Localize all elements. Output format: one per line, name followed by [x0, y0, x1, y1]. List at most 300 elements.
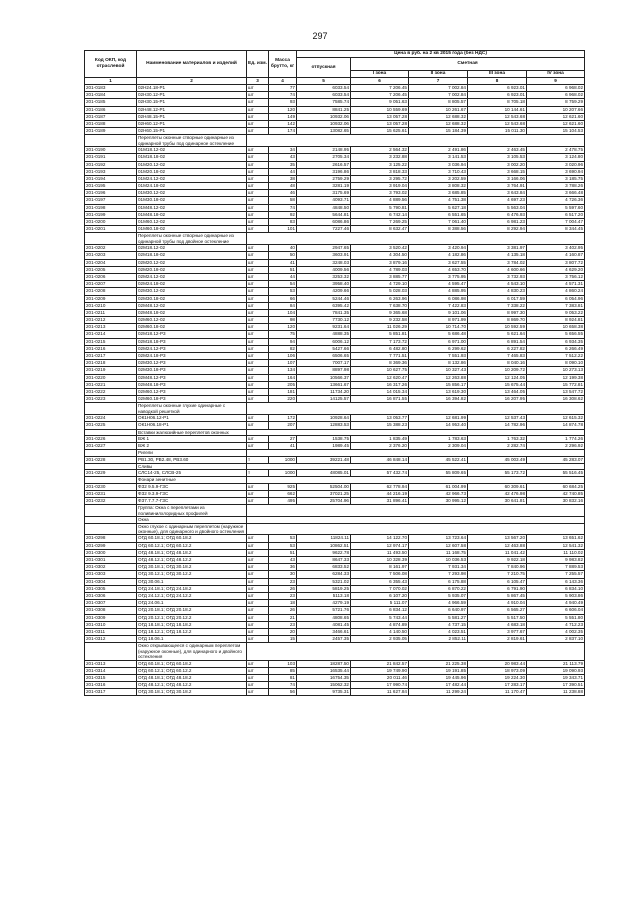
mass-cell: 43 — [269, 154, 297, 161]
price-zone2-cell: 7 422.83 — [409, 302, 468, 309]
mass-cell: 53 — [269, 542, 297, 549]
mass-cell: 74 — [269, 92, 297, 99]
mass-cell: 53 — [269, 288, 297, 295]
price-zone1-cell: 6 355.43 — [351, 578, 409, 585]
price-zone4-cell: 3 788.26 — [527, 183, 585, 190]
code-cell: 201-0183 — [85, 85, 137, 92]
unit-cell: шт — [247, 345, 269, 352]
price-zone2-cell: 61 004.99 — [409, 483, 468, 490]
price-zone1-cell: 2 376.20 — [351, 443, 409, 450]
price-zone4-cell: 11 238.88 — [527, 689, 585, 696]
name-cell: ОГД 24.06.1 — [137, 600, 247, 607]
name-cell: 02Н48.12-Р1 — [137, 106, 247, 113]
table-row — [85, 161, 585, 168]
price-zone1-cell: 7 070.02 — [351, 585, 409, 592]
price-zone4-cell: 4 712.23 — [527, 621, 585, 628]
price-zone2-cell: 7 002.84 — [409, 92, 468, 99]
code-cell: 201-0232 — [85, 498, 137, 505]
unit-cell: шт — [247, 252, 269, 259]
price-zone3-cell: 6 981.23 — [468, 219, 527, 226]
price-zone3-cell: 60 309.61 — [468, 483, 527, 490]
unit-cell: шт — [247, 542, 269, 549]
mass-cell: 54 — [269, 281, 297, 288]
table-row — [85, 259, 585, 266]
price-zone3-cell: 8 040.16 — [468, 360, 527, 367]
price-zone3-cell: 6 565.27 — [468, 607, 527, 614]
code-cell: 201-0191 — [85, 154, 137, 161]
price-release-cell: 2759.29 — [297, 175, 351, 182]
name-cell: 01М18.18-02 — [137, 154, 247, 161]
unit-cell: шт — [247, 309, 269, 316]
price-zone2-cell: 12 688.32 — [409, 120, 468, 127]
unit-cell: шт — [247, 338, 269, 345]
price-release-cell: 7585.74 — [297, 99, 351, 106]
price-zone4-cell: 10 658.38 — [527, 324, 585, 331]
mass-cell: 51 — [269, 549, 297, 556]
header-unit: Ед. изм. — [247, 51, 269, 78]
price-zone2-cell: 3 036.94 — [409, 161, 468, 168]
name-cell: ОГД 20.18.1; ОГД 20.18.2 — [137, 607, 247, 614]
price-release-cell: 9622.78 — [297, 549, 351, 556]
name-cell: 02М48.12-Р3 — [137, 374, 247, 381]
unit-cell: шт — [247, 302, 269, 309]
price-zone4-cell: 5 656.55 — [527, 331, 585, 338]
price-zone4-cell: 6 934.35 — [527, 338, 585, 345]
unit-cell: шт — [247, 161, 269, 168]
section-title: Фонари зенитные — [137, 477, 247, 483]
price-zone4-cell: 6 968.02 — [527, 85, 585, 92]
price-zone4-cell: 60 684.25 — [527, 483, 585, 490]
price-zone3-cell: 6 923.01 — [468, 92, 527, 99]
price-zone4-cell: 3 185.75 — [527, 175, 585, 182]
name-cell: ОГД 20.12.1; ОГД 20.12.2 — [137, 614, 247, 621]
table-row — [85, 106, 585, 113]
unit-cell: шт — [247, 288, 269, 295]
price-zone4-cell: 6 968.02 — [527, 92, 585, 99]
price-zone2-cell: 10 327.43 — [409, 367, 468, 374]
column-index: 1 — [85, 78, 137, 85]
unit-cell: шт — [247, 183, 269, 190]
table-row — [85, 483, 585, 490]
price-zone2-cell: 8 971.99 — [409, 317, 468, 324]
price-release-cell: 4279.19 — [297, 600, 351, 607]
price-zone1-cell: 3 125.22 — [351, 161, 409, 168]
price-release-cell: 4808.65 — [297, 614, 351, 621]
price-zone3-cell: 12 543.68 — [468, 113, 527, 120]
unit-cell: шт — [247, 607, 269, 614]
price-zone3-cell: 8 292.94 — [468, 226, 527, 233]
table-row — [85, 628, 585, 635]
table-row — [85, 338, 585, 345]
unit-cell: шт — [247, 245, 269, 252]
price-zone4-cell: 10 207.66 — [527, 106, 585, 113]
price-release-cell: 5819.25 — [297, 585, 351, 592]
table-row — [85, 388, 585, 395]
price-zone4-cell: 15 104.53 — [527, 128, 585, 135]
unit-cell: шт — [247, 360, 269, 367]
price-zone3-cell: 3 764.91 — [468, 183, 527, 190]
price-zone1-cell: 4 729.10 — [351, 281, 409, 288]
unit-cell: шт — [247, 211, 269, 218]
code-cell: 201-0199 — [85, 211, 137, 218]
price-zone1-cell: 9 365.68 — [351, 309, 409, 316]
mass-cell: 174 — [269, 128, 297, 135]
name-cell: ОГД 48.18.1; ОГД 48.18.2 — [137, 674, 247, 681]
price-zone1-cell: 5 111.07 — [351, 600, 409, 607]
unit-cell: шт — [247, 443, 269, 450]
header-code: Код ОКП, код отраслевой — [85, 51, 137, 78]
table-row — [85, 415, 585, 422]
header-zone-3: III зона — [468, 71, 527, 78]
unit-cell: шт — [247, 106, 269, 113]
name-cell: 02М48.18-02 — [137, 309, 247, 316]
price-release-cell: 10932.06 — [297, 113, 351, 120]
name-cell: 02Н48.15-Р1 — [137, 113, 247, 120]
price-release-cell: 14125.57 — [297, 396, 351, 403]
code-cell: 201-0209 — [85, 295, 137, 302]
price-release-cell: 39221.48 — [297, 456, 351, 463]
price-zone2-cell: 5 627.18 — [409, 204, 468, 211]
table-row — [85, 381, 585, 388]
table-row — [85, 168, 585, 175]
table-row — [85, 422, 585, 429]
code-cell: 201-0309 — [85, 614, 137, 621]
price-zone2-cell: 3 710.43 — [409, 168, 468, 175]
price-table — [84, 50, 585, 696]
code-cell: 201-0186 — [85, 106, 137, 113]
price-zone3-cell: 4 135.18 — [468, 252, 527, 259]
name-cell: 02М24.12-Р3 — [137, 345, 247, 352]
price-zone3-cell: 18 973.09 — [468, 667, 527, 674]
mass-cell: 66 — [269, 295, 297, 302]
name-cell: РВ1.30, РВ2.48, РВ3.60 — [137, 456, 247, 463]
price-zone2-cell: 3 141.53 — [409, 154, 468, 161]
code-cell: 201-0185 — [85, 99, 137, 106]
price-zone2-cell: 4 737.15 — [409, 621, 468, 628]
header-name: Наименование материалов и изделий — [137, 51, 247, 78]
price-zone4-cell: 6 606.04 — [527, 607, 585, 614]
price-zone2-cell: 12 607.58 — [409, 542, 468, 549]
price-release-cell: 3248.03 — [297, 259, 351, 266]
header-price-group: Цена в руб. на 2 кв 2015 года (без НДС) — [297, 51, 585, 58]
table-row — [85, 288, 585, 295]
price-zone1-cell: 21 842.57 — [351, 660, 409, 667]
price-zone2-cell: 8 388.56 — [409, 226, 468, 233]
name-cell: ОГД 60.12.1; ОГД 60.12.2 — [137, 542, 247, 549]
mass-cell: 26 — [269, 585, 297, 592]
price-zone1-cell: 5 851.81 — [351, 331, 409, 338]
price-zone4-cell: 8 759.29 — [527, 99, 585, 106]
code-cell: 201-0314 — [85, 667, 137, 674]
price-zone3-cell: 12 124.05 — [468, 374, 527, 381]
code-cell: 201-0303 — [85, 571, 137, 578]
price-release-cell: 6033.54 — [297, 92, 351, 99]
unit-cell: шт — [247, 317, 269, 324]
code-cell: 201-0208 — [85, 288, 137, 295]
price-zone4-cell: 6 517.20 — [527, 211, 585, 218]
section-code-cell — [85, 505, 137, 517]
name-cell: 02М30.18-02 — [137, 295, 247, 302]
price-zone4-cell: 13 651.62 — [527, 535, 585, 542]
mass-cell: 205 — [269, 381, 297, 388]
price-zone1-cell: 7 269.25 — [351, 219, 409, 226]
name-cell: ОГД 60.18.1; ОГД 60.18.2 — [137, 535, 247, 542]
price-zone2-cell: 5 686.48 — [409, 331, 468, 338]
mass-cell: 106 — [269, 353, 297, 360]
unit-cell: шт — [247, 154, 269, 161]
section-title: Переплеты оконные створные одинарные из одинарной трубы под одинарное остекление — [137, 135, 247, 147]
table-row — [85, 491, 585, 498]
price-zone1-cell: 8 369.36 — [351, 360, 409, 367]
mass-cell: 92 — [269, 211, 297, 218]
code-cell: 201-0204 — [85, 259, 137, 266]
price-release-cell: 3466.61 — [297, 628, 351, 635]
table-row — [85, 682, 585, 689]
name-cell: ОГД 18.18.1; ОГД 18.18.2 — [137, 621, 247, 628]
price-zone2-cell: 4 751.38 — [409, 197, 468, 204]
name-cell: 02М18.12-02 — [137, 245, 247, 252]
code-cell: 201-0229 — [85, 470, 137, 477]
price-zone2-cell: 16 394.82 — [409, 396, 468, 403]
mass-cell: 164 — [269, 374, 297, 381]
price-zone1-cell: 17 990.74 — [351, 682, 409, 689]
mass-cell: 1000 — [269, 470, 297, 477]
price-zone2-cell: 6 299.62 — [409, 345, 468, 352]
table-row — [85, 113, 585, 120]
price-zone2-cell: 3 775.95 — [409, 273, 468, 280]
unit-cell: шт — [247, 281, 269, 288]
code-cell: 201-0187 — [85, 113, 137, 120]
price-zone3-cell: 10 209.72 — [468, 367, 527, 374]
unit-cell: шт — [247, 535, 269, 542]
section-title: Группа: Окна с переплетами из поливинилхлоридных профилей — [137, 505, 247, 517]
price-zone1-cell: 4 140.50 — [351, 628, 409, 635]
unit-cell: шт — [247, 689, 269, 696]
price-zone3-cell: 6 476.93 — [468, 211, 527, 218]
mass-cell: 23 — [269, 621, 297, 628]
section-title: Вставки жалюзийные переплетов оконных — [137, 429, 247, 435]
code-cell: 201-0195 — [85, 183, 137, 190]
price-release-cell: 3281.19 — [297, 183, 351, 190]
table-row — [85, 92, 585, 99]
name-cell: ВЖ 2 — [137, 443, 247, 450]
price-zone4-cell: 12 621.60 — [527, 113, 585, 120]
mass-cell: 40 — [269, 245, 297, 252]
code-cell: 201-0215 — [85, 338, 137, 345]
mass-cell: 94 — [269, 338, 297, 345]
price-zone4-cell: 8 344.45 — [527, 226, 585, 233]
price-zone4-cell: 5 597.60 — [527, 204, 585, 211]
price-zone2-cell: 21 225.38 — [409, 660, 468, 667]
price-zone3-cell: 3 643.84 — [468, 190, 527, 197]
table-row — [85, 667, 585, 674]
unit-cell: шт — [247, 219, 269, 226]
price-release-cell: 5644.81 — [297, 211, 351, 218]
mass-cell: 172 — [269, 415, 297, 422]
price-zone2-cell: 11 299.24 — [409, 689, 468, 696]
price-zone3-cell: 6 891.54 — [468, 338, 527, 345]
unit-cell: шт — [247, 226, 269, 233]
section-code-cell — [85, 135, 137, 147]
column-index: 3 — [247, 78, 269, 85]
price-zone1-cell: 4 789.03 — [351, 266, 409, 273]
section-title: Переплеты оконные глухие одинарные с наводкой решеткой — [137, 403, 247, 415]
unit-cell: шт — [247, 128, 269, 135]
table-row — [85, 549, 585, 556]
price-zone1-cell: 13 053.77 — [351, 415, 409, 422]
table-row — [85, 324, 585, 331]
header-release: отпускная — [297, 57, 351, 77]
section-row — [85, 505, 585, 517]
mass-cell: 85 — [269, 667, 297, 674]
price-zone1-cell: 6 263.96 — [351, 295, 409, 302]
name-cell: 01М24.18-02 — [137, 183, 247, 190]
table-row — [85, 183, 585, 190]
price-zone3-cell: 6 227.82 — [468, 345, 527, 352]
price-zone3-cell: 15 011.30 — [468, 128, 527, 135]
unit-cell: шт — [247, 367, 269, 374]
code-cell: 201-0201 — [85, 226, 137, 233]
price-zone1-cell: 3 793.02 — [351, 190, 409, 197]
price-zone1-cell: 5 028.03 — [351, 288, 409, 295]
mass-cell: 74 — [269, 204, 297, 211]
price-zone2-cell: 6 175.88 — [409, 578, 468, 585]
table-row — [85, 456, 585, 463]
price-zone3-cell: 4 600.66 — [468, 266, 527, 273]
price-zone1-cell: 3 885.77 — [351, 273, 409, 280]
mass-cell: 77 — [269, 85, 297, 92]
price-zone1-cell: 15 625.61 — [351, 128, 409, 135]
price-zone4-cell: 4 002.35 — [527, 628, 585, 635]
code-cell: 201-0207 — [85, 281, 137, 288]
unit-cell: шт — [247, 168, 269, 175]
price-zone2-cell: 17 482.44 — [409, 682, 468, 689]
price-zone3-cell: 7 338.22 — [468, 302, 527, 309]
price-release-cell: 6284.33 — [297, 571, 351, 578]
code-cell: 201-0205 — [85, 266, 137, 273]
section-filler — [247, 135, 585, 147]
price-zone1-cell: 2 935.05 — [351, 636, 409, 643]
section-code-cell — [85, 523, 137, 535]
unit-cell: шт — [247, 628, 269, 635]
table-row — [85, 331, 585, 338]
code-cell: 201-0189 — [85, 128, 137, 135]
code-cell: 201-0212 — [85, 317, 137, 324]
price-zone3-cell: 14 782.96 — [468, 422, 527, 429]
section-filler — [247, 523, 585, 535]
mass-cell: 82 — [269, 345, 297, 352]
mass-cell: 107 — [269, 360, 297, 367]
unit-cell: шт — [247, 273, 269, 280]
unit-cell: шт — [247, 259, 269, 266]
price-release-cell: 6006.12 — [297, 338, 351, 345]
name-cell: 02М60.12-02 — [137, 317, 247, 324]
table-row — [85, 120, 585, 127]
price-zone4-cell: 6 834.10 — [527, 585, 585, 592]
name-cell: ОГД 30.18.1; ОГД 30.18.2 — [137, 564, 247, 571]
mass-cell: 41 — [269, 259, 297, 266]
price-zone4-cell: 45 283.07 — [527, 456, 585, 463]
price-zone4-cell: 9 983.82 — [527, 557, 585, 564]
column-index: 2 — [137, 78, 247, 85]
price-release-cell: 4081.45 — [297, 621, 351, 628]
price-zone2-cell: 4 653.70 — [409, 266, 468, 273]
price-release-cell: 2947.65 — [297, 245, 351, 252]
price-zone4-cell: 3 402.95 — [527, 245, 585, 252]
unit-cell: шт — [247, 197, 269, 204]
mass-cell: 104 — [269, 309, 297, 316]
price-release-cell: 9735.31 — [297, 689, 351, 696]
header-zone-2: II зона — [409, 71, 468, 78]
price-zone1-cell: 4 889.56 — [351, 197, 409, 204]
price-zone3-cell: 5 867.45 — [468, 592, 527, 599]
price-zone3-cell: 30 641.81 — [468, 498, 527, 505]
price-zone3-cell: 4 543.10 — [468, 281, 527, 288]
unit-cell: шт — [247, 353, 269, 360]
price-release-cell: 2148.95 — [297, 147, 351, 154]
price-zone4-cell: 2 837.10 — [527, 636, 585, 643]
price-zone3-cell: 3 381.97 — [468, 245, 527, 252]
table-row — [85, 219, 585, 226]
column-index-row — [85, 78, 585, 85]
mass-cell: 23 — [269, 578, 297, 585]
unit-cell: шт — [247, 571, 269, 578]
price-zone4-cell: 19 090.93 — [527, 667, 585, 674]
mass-cell: 101 — [269, 226, 297, 233]
price-zone2-cell: 9 101.06 — [409, 309, 468, 316]
price-zone3-cell: 10 592.59 — [468, 324, 527, 331]
name-cell: СЛС14-25, СЛСВ-25 — [137, 470, 247, 477]
price-zone3-cell: 8 997.30 — [468, 309, 527, 316]
price-release-cell: 16754.35 — [297, 674, 351, 681]
mass-cell: 21 — [269, 614, 297, 621]
price-zone3-cell: 3 166.06 — [468, 175, 527, 182]
unit-cell: шт — [247, 266, 269, 273]
mass-cell: 34 — [269, 147, 297, 154]
price-zone1-cell: 6 742.14 — [351, 211, 409, 218]
table-row — [85, 302, 585, 309]
code-cell: 201-0219 — [85, 367, 137, 374]
name-cell: ОГД 24.18.1; ОГД 24.18.2 — [137, 585, 247, 592]
price-zone1-cell: 4 304.50 — [351, 252, 409, 259]
code-cell: 201-0188 — [85, 120, 137, 127]
mass-cell: 46 — [269, 190, 297, 197]
price-zone3-cell: 11 170.47 — [468, 689, 527, 696]
price-zone4-cell: 9 053.22 — [527, 309, 585, 316]
name-cell: 01М60.12-02 — [137, 219, 247, 226]
price-release-cell: 13661.67 — [297, 381, 351, 388]
table-row — [85, 542, 585, 549]
price-zone1-cell: 10 559.69 — [351, 106, 409, 113]
price-release-cell: 6086.86 — [297, 219, 351, 226]
code-cell: 201-0307 — [85, 600, 137, 607]
price-zone1-cell: 3 879.16 — [351, 259, 409, 266]
price-release-cell: 10862.51 — [297, 542, 351, 549]
price-zone4-cell: 12 615.32 — [527, 415, 585, 422]
price-zone2-cell: 8 132.86 — [409, 360, 468, 367]
table-row — [85, 614, 585, 621]
price-zone4-cell: 12 621.60 — [527, 120, 585, 127]
mass-cell: 103 — [269, 660, 297, 667]
code-cell: 201-0305 — [85, 585, 137, 592]
price-zone3-cell: 3 668.15 — [468, 168, 527, 175]
header-zone-1: I зона — [351, 71, 409, 78]
name-cell: 01М24.12-02 — [137, 175, 247, 182]
code-cell: 201-0225 — [85, 422, 137, 429]
code-cell: 201-0231 — [85, 491, 137, 498]
name-cell: 01М20.18-02 — [137, 168, 247, 175]
price-release-cell: 11824.11 — [297, 535, 351, 542]
